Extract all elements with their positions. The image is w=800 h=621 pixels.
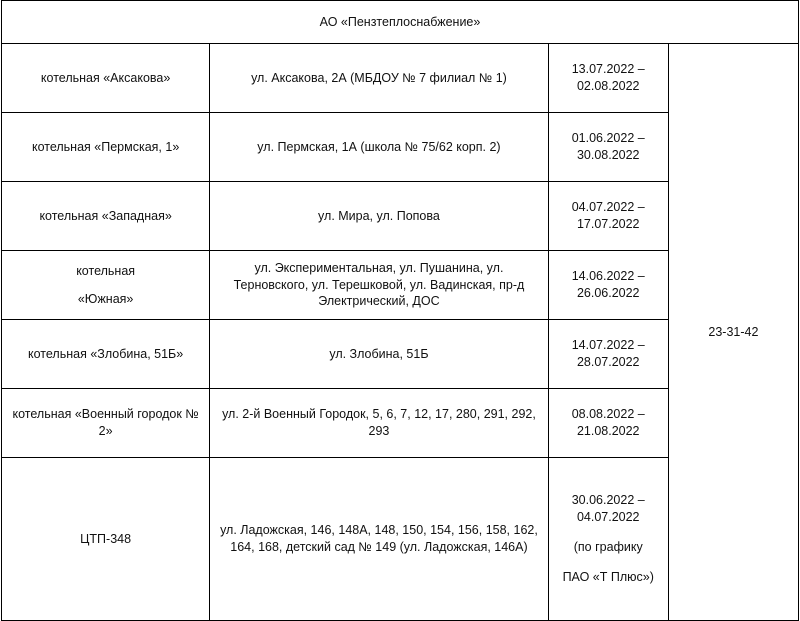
contact-phone: 23-31-42 — [668, 44, 798, 621]
date-from: 14.06.2022 – — [571, 269, 645, 284]
address-list: ул. Злобина, 51Б — [210, 320, 548, 389]
boiler-name-line2: «Южная» — [77, 291, 134, 306]
date-to: 04.07.2022 — [576, 510, 640, 525]
date-to: 17.07.2022 — [576, 217, 640, 231]
date-note-line1: (по графику — [573, 540, 643, 554]
outage-dates — [548, 389, 668, 458]
address-list: ул. Экспериментальная, ул. Пушанина, ул. Терновского, ул. Терешковой, ул. Вадинская, пр-д Электрический, ДОС — [210, 251, 548, 320]
date-to: 26.06.2022 — [576, 286, 640, 300]
outage-dates — [548, 182, 668, 251]
date-from: 30.06.2022 – — [571, 493, 645, 508]
outage-dates — [548, 113, 668, 182]
outage-dates — [548, 320, 668, 389]
date-note-line2: ПАО «Т Плюс») — [562, 569, 654, 584]
date-to: 28.07.2022 — [576, 355, 640, 369]
date-to: 02.08.2022 — [576, 79, 640, 93]
boiler-name: котельная «Пермская, 1» — [2, 113, 210, 182]
boiler-name: котельная «Западная» — [2, 182, 210, 251]
spacer — [8, 280, 203, 291]
date-from: 08.08.2022 – — [571, 407, 645, 422]
boiler-name: котельная «Военный городок № 2» — [2, 389, 210, 458]
date-from: 04.07.2022 – — [571, 200, 645, 215]
address-list: ул. Аксакова, 2А (МБДОУ № 7 филиал № 1) — [210, 44, 548, 113]
boiler-name: котельная «Аксакова» — [2, 44, 210, 113]
table-row — [2, 44, 799, 113]
outage-dates — [548, 44, 668, 113]
shutdown-schedule-table — [1, 0, 799, 621]
outage-dates — [548, 458, 668, 621]
date-to: 30.08.2022 — [576, 148, 640, 162]
boiler-name: ЦТП-348 — [2, 458, 210, 621]
date-from: 13.07.2022 – — [571, 62, 645, 77]
address-list: ул. Ладожская, 146, 148А, 148, 150, 154, 156, 158, 162, 164, 168, детский сад № 149 (ул. Ладожская, 146А) — [210, 458, 548, 621]
document-title: АО «Пензтеплоснабжение» — [2, 1, 799, 44]
date-from: 01.06.2022 – — [571, 131, 645, 146]
boiler-name — [2, 251, 210, 320]
table-title-row — [2, 1, 799, 44]
date-to: 21.08.2022 — [576, 424, 640, 438]
outage-dates — [548, 251, 668, 320]
address-list: ул. Пермская, 1А (школа № 75/62 корп. 2) — [210, 113, 548, 182]
boiler-name-line1: котельная — [76, 263, 136, 278]
address-list: ул. 2-й Военный Городок, 5, 6, 7, 12, 17, 280, 291, 292, 293 — [210, 389, 548, 458]
address-list: ул. Мира, ул. Попова — [210, 182, 548, 251]
date-from: 14.07.2022 – — [571, 338, 645, 353]
boiler-name: котельная «Злобина, 51Б» — [2, 320, 210, 389]
